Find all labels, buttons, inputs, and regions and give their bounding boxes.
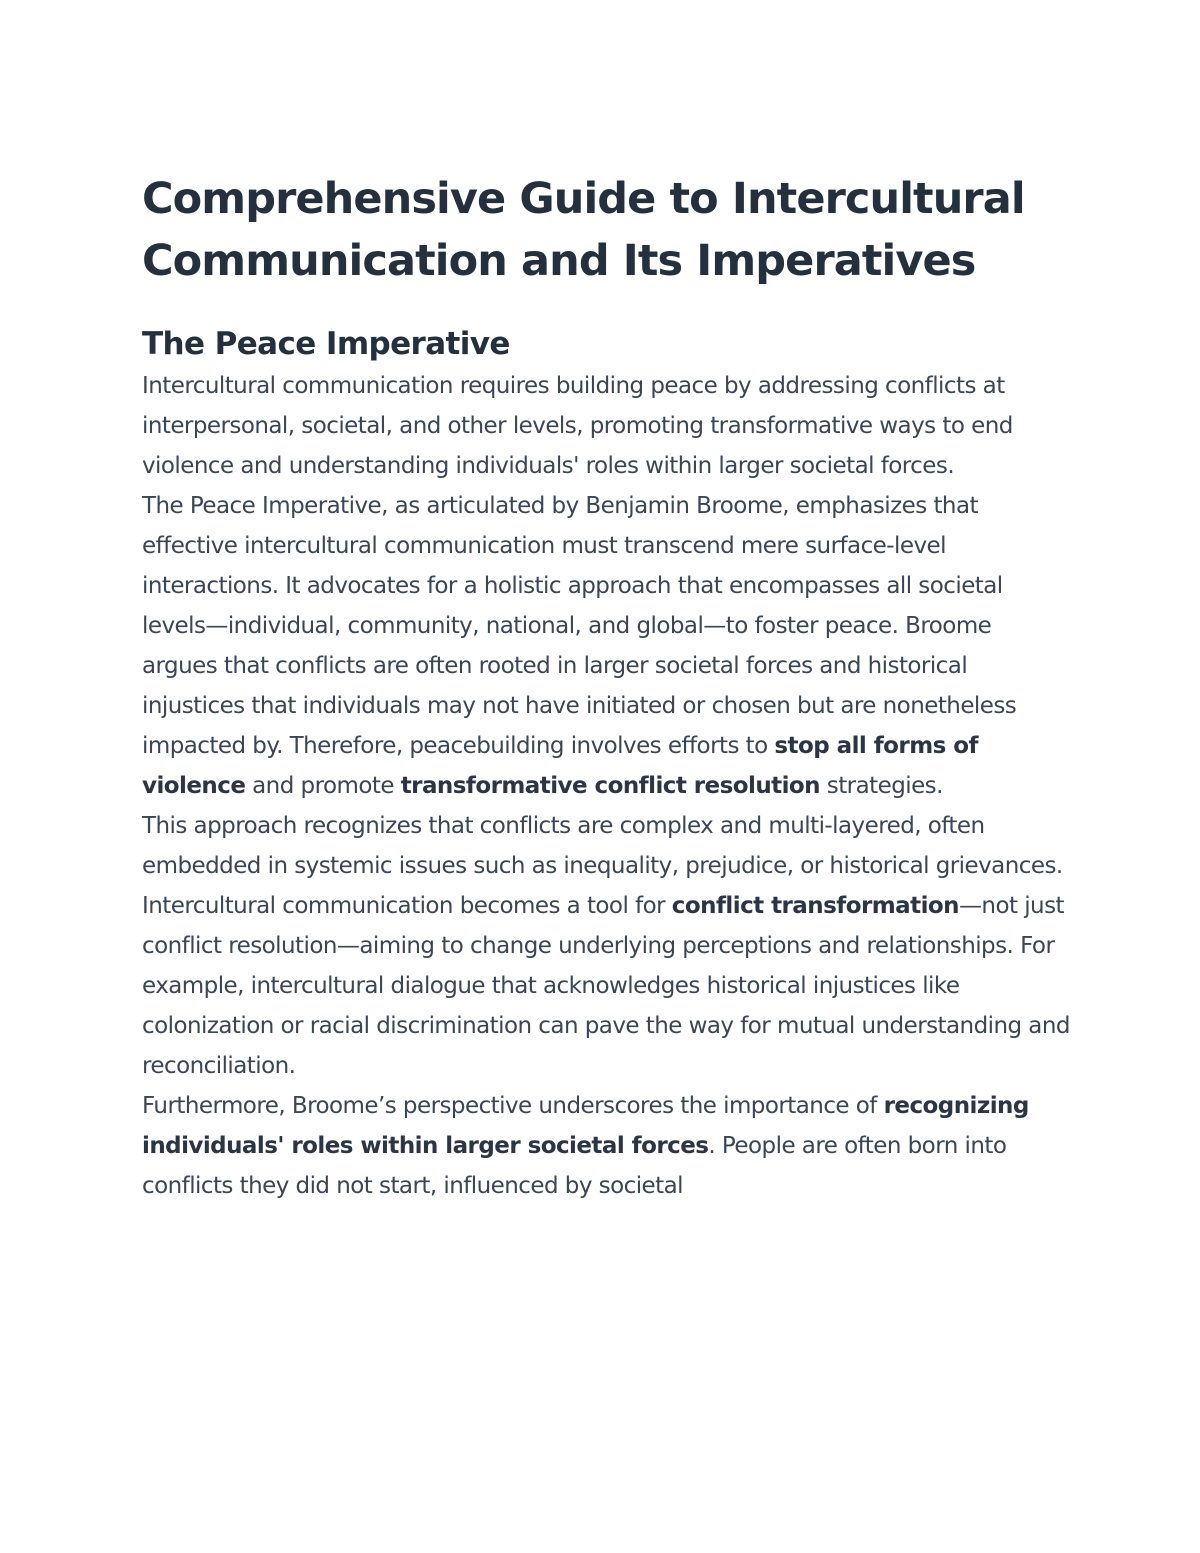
paragraph-text: This approach recognizes that conflicts are complex and multi-layered, often embedded in systemic issues such as inequality, prejudice, or historical grievances. Intercultural communication becomes a tool for — [142, 813, 1063, 919]
intro-paragraph: Intercultural communication requires building peace by addressing conflicts at interpersonal, societal, and other levels, promoting transformative ways to end violence and understanding individuals' roles within larger societal forces. — [142, 373, 1013, 479]
roles-paragraph — [142, 1086, 1072, 1206]
document-title — [142, 168, 1072, 292]
bold-phrase: transformative conflict resolution — [400, 773, 821, 799]
paragraph-text: and promote — [245, 773, 401, 799]
bold-phrase: stop all forms of violence — [142, 733, 978, 799]
conflict-paragraph — [142, 806, 1072, 1086]
paragraph-text: Furthermore, Broome’s perspective underscores the importance of — [142, 1093, 884, 1119]
title-line-1: Comprehensive Guide to Intercultural — [142, 174, 1025, 224]
paragraph-text: The Peace Imperative, as articulated by Benjamin Broome, emphasizes that effective intercultural communication must transcend mere surface-level interactions. It advocates for a holistic approach that encompasses all societal levels—individual, community, national, and global—to foster peace. Broome argues that conflicts are often rooted in larger societal forces and historical injustices that individuals may not have initiated or chosen but are nonetheless impacted by. Therefore, peacebuilding involves efforts to — [142, 493, 1017, 759]
bold-phrase: conflict transformation — [671, 893, 959, 919]
paragraph-text: —not just conflict resolution—aiming to change underlying perceptions and relationships. For example, intercultural dialogue that acknowledges historical injustices like colonization or racial discrimination can pave the way for mutual understanding and reconciliation. — [142, 893, 1070, 1079]
title-line-2: Communication and Its Imperatives — [142, 236, 976, 286]
section-heading: The Peace Imperative — [142, 326, 510, 362]
paragraph-text: . People are often born into conflicts they did not start, influenced by societal — [142, 1133, 1007, 1199]
document-page — [142, 168, 1072, 1206]
bold-phrase: recognizing individuals' roles within larger societal forces — [142, 1093, 1029, 1159]
broome-paragraph — [142, 486, 1072, 806]
paragraph-text: strategies. — [820, 773, 943, 799]
